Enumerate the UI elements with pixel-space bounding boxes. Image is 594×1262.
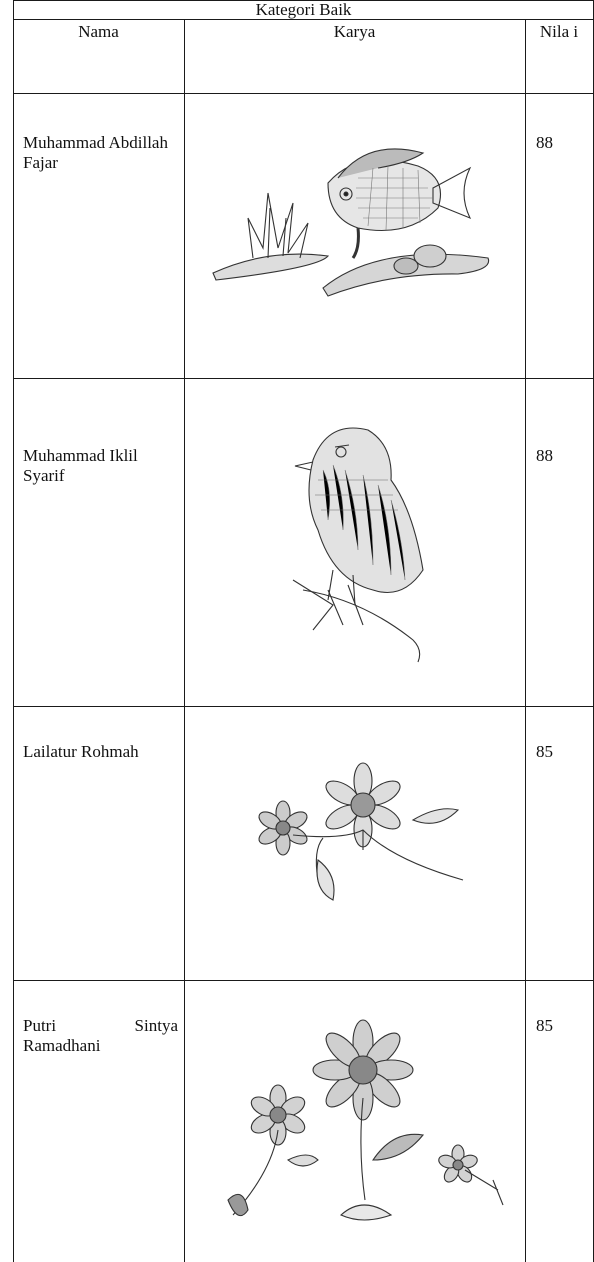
column-header-name: Nama — [78, 22, 119, 41]
bird-drawing — [273, 400, 443, 670]
participant-name: Muhammad Abdillah Fajar — [23, 133, 168, 172]
participant-name: Muhammad Iklil Syarif — [23, 446, 138, 485]
score-value: 88 — [536, 446, 553, 465]
fish-drawing — [208, 108, 508, 308]
participant-name: Putri Sintya Ramadhani — [23, 1016, 178, 1055]
participant-name: Lailatur Rohmah — [23, 742, 139, 761]
column-divider — [184, 19, 185, 1262]
table-left-border — [13, 0, 14, 1262]
score-value: 85 — [536, 1016, 553, 1035]
row-divider — [13, 980, 594, 981]
column-divider — [525, 19, 526, 1262]
score-table — [13, 0, 594, 1262]
category-title: Kategori Baik — [255, 0, 352, 19]
column-header-work: Karya — [333, 22, 376, 41]
flower-branch-drawing — [243, 760, 483, 910]
column-header-score: Nila i — [539, 22, 579, 41]
score-value: 85 — [536, 742, 553, 761]
score-value: 88 — [536, 133, 553, 152]
header-divider — [13, 93, 594, 94]
three-flowers-drawing — [213, 1010, 508, 1240]
row-divider — [13, 706, 594, 707]
row-divider — [13, 378, 594, 379]
